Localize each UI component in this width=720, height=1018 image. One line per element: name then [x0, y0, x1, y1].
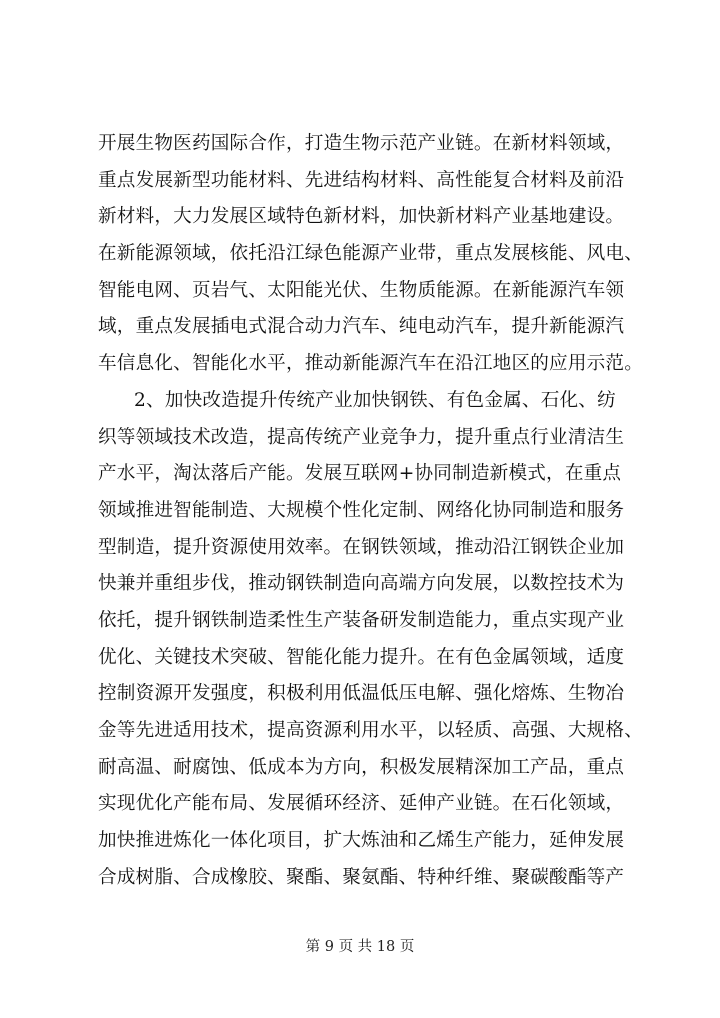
text-line: 智能电网、页岩气、太阳能光伏、生物质能源。在新能源汽车领 — [98, 279, 625, 301]
text-line: 领域推进智能制造、大规模个性化定制、网络化协同制造和服务 — [98, 499, 625, 521]
text-line: 合成树脂、合成橡胶、聚酯、聚氨酯、特种纤维、聚碳酸酯等产 — [98, 866, 625, 888]
text-line: 优化、关键技术突破、智能化能力提升。在有色金属领域，适度 — [98, 646, 625, 668]
text-line: 耐高温、耐腐蚀、低成本为方向，积极发展精深加工产品，重点 — [98, 756, 625, 778]
text-line: 依托，提升钢铁制造柔性生产装备研发制造能力，重点实现产业 — [98, 609, 625, 631]
paragraph-start-line: 2、加快改造提升传统产业加快钢铁、有色金属、石化、纺 — [134, 389, 616, 411]
text-line: 重点发展新型功能材料、先进结构材料、高性能复合材料及前沿 — [98, 169, 625, 191]
text-line: 型制造，提升资源使用效率。在钢铁领域，推动沿江钢铁企业加 — [98, 536, 625, 558]
text-line: 域，重点发展插电式混合动力汽车、纯电动汽车，提升新能源汽 — [98, 316, 625, 338]
text-line: 织等领域技术改造，提高传统产业竞争力，提升重点行业清洁生 — [98, 426, 625, 448]
text-line: 金等先进适用技术，提高资源利用水平，以轻质、高强、大规格、 — [98, 720, 644, 741]
text-line: 快兼并重组步伐，推动钢铁制造向高端方向发展，以数控技术为 — [98, 573, 625, 595]
text-line: 新材料，大力发展区域特色新材料，加快新材料产业基地建设。 — [98, 206, 625, 228]
text-line: 开展生物医药国际合作，打造生物示范产业链。在新材料领域， — [98, 133, 625, 154]
text-line: 产水平，淘汰落后产能。发展互联网+协同制造新模式，在重点 — [98, 463, 622, 485]
page-number-footer: 第 9 页 共 18 页 — [305, 939, 415, 955]
text-line: 在新能源领域，依托沿江绿色能源产业带，重点发展核能、风电、 — [98, 243, 644, 265]
text-line: 实现优化产能布局、发展循环经济、延伸产业链。在石化领域， — [98, 793, 625, 815]
text-line: 加快推进炼化一体化项目，扩大炼油和乙烯生产能力，延伸发展 — [98, 830, 625, 852]
text-line: 控制资源开发强度，积极利用低温低压电解、强化熔炼、生物冶 — [98, 683, 625, 705]
text-line: 车信息化、智能化水平，推动新能源汽车在沿江地区的应用示范。 — [98, 353, 644, 375]
body-text — [98, 133, 644, 904]
